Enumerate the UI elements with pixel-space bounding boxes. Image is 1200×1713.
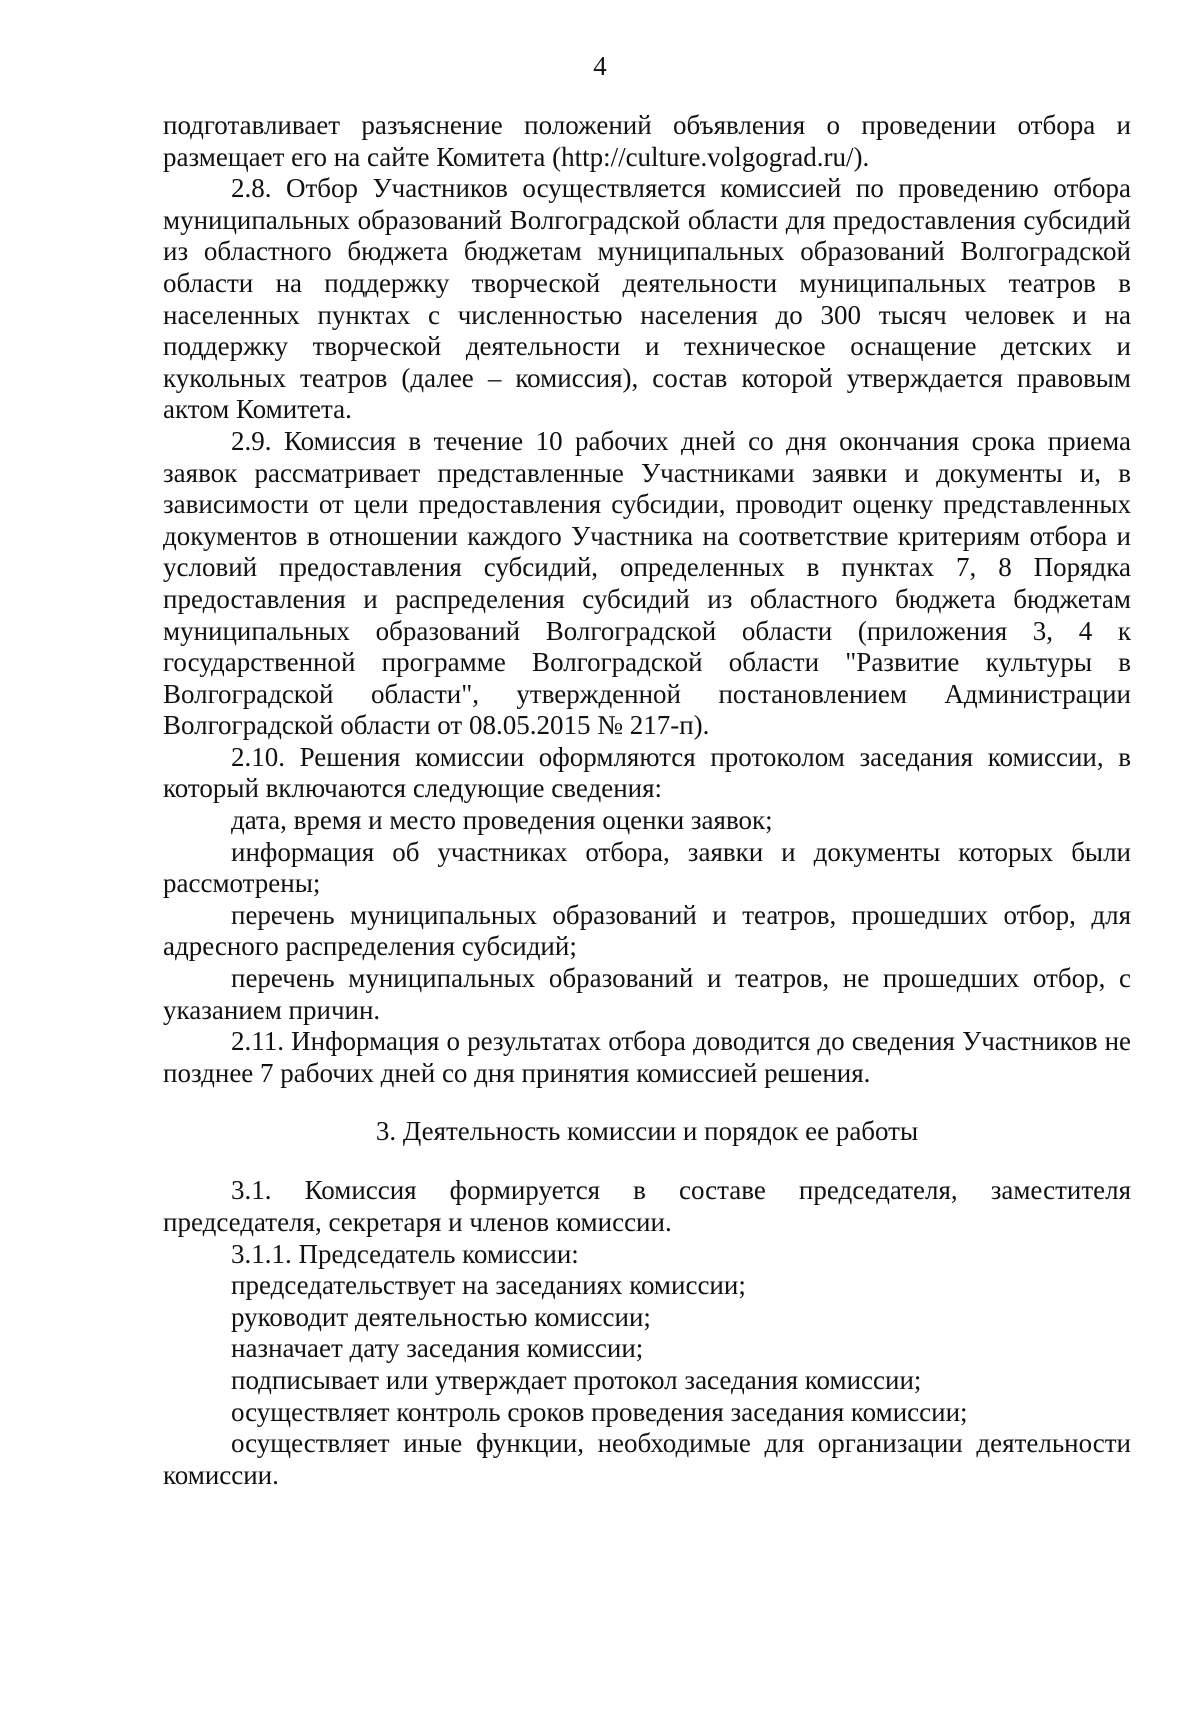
paragraph-2-11: 2.11. Информация о результатах отбора доводится до сведения Участников не позднее 7 рабочих дней со дня принятия комиссией решения. [163,1026,1131,1088]
document-body [163,110,1131,1491]
paragraph-2-8: 2.8. Отбор Участников осуществляется комиссией по проведению отбора муниципальных образований Волгоградской области для предоставления субсидий из областного бюджета бюджетам муниципальных образований Волгоградской области на поддержку творческой деятельности муниципальных театров в населенных пунктах с численностью населения до 300 тысяч человек и на поддержку творческой деятельности и техническое оснащение детских и кукольных театров (далее – комиссия), состав которой утверждается правовым актом Комитета. [163,173,1131,425]
paragraph: подготавливает разъяснение положений объявления о проведении отбора и размещает его на сайте Комитета (http://culture.volgograd.ru/). [163,110,1131,172]
list-item: перечень муниципальных образований и театров, не прошедших отбор, с указанием причин. [163,963,1131,1025]
paragraph-2-9: 2.9. Комиссия в течение 10 рабочих дней со дня окончания срока приема заявок рассматривает представленные Участниками заявки и документы и, в зависимости от цели предоставления субсидии, проводит оценку представленных документов в отношении каждого Участника на соответствие критериям отбора и условий предоставления субсидий, определенных в пунктах 7, 8 Порядка предоставления и распределения субсидий из областного бюджета бюджетам муниципальных образований Волгоградской области (приложения 3, 4 к государственной программе Волгоградской области "Развитие культуры в Волгоградской области", утвержденной постановлением Администрации Волгоградской области от 08.05.2015 № 217-п). [163,425,1131,741]
list-item: информация об участниках отбора, заявки и документы которых были рассмотрены; [163,836,1131,899]
paragraph-3-1-1: 3.1.1. Председатель комиссии: [231,1238,579,1269]
list-item: подписывает или утверждает протокол заседания комиссии; [231,1364,922,1395]
page-number: 4 [593,51,607,81]
list-item: руководит деятельностью комиссии; [231,1301,651,1332]
list-item: осуществляет иные функции, необходимые для организации деятельности комиссии. [163,1428,1131,1490]
paragraph-3-1: 3.1. Комиссия формируется в составе председателя, заместителя председателя, секретаря и членов комиссии. [163,1175,1131,1237]
paragraph-2-10: 2.10. Решения комиссии оформляются протоколом заседания комиссии, в который включаются следующие сведения: [163,741,1131,804]
section-heading: 3. Деятельность комиссии и порядок ее работы [375,1116,919,1147]
list-item: назначает дату заседания комиссии; [231,1333,644,1364]
list-item: дата, время и место проведения оценки заявок; [231,805,773,836]
list-item: председательствует на заседаниях комиссии; [231,1270,746,1301]
list-item: осуществляет контроль сроков проведения заседания комиссии; [231,1396,968,1427]
list-item: перечень муниципальных образований и театров, прошедших отбор, для адресного распределения субсидий; [163,899,1131,962]
